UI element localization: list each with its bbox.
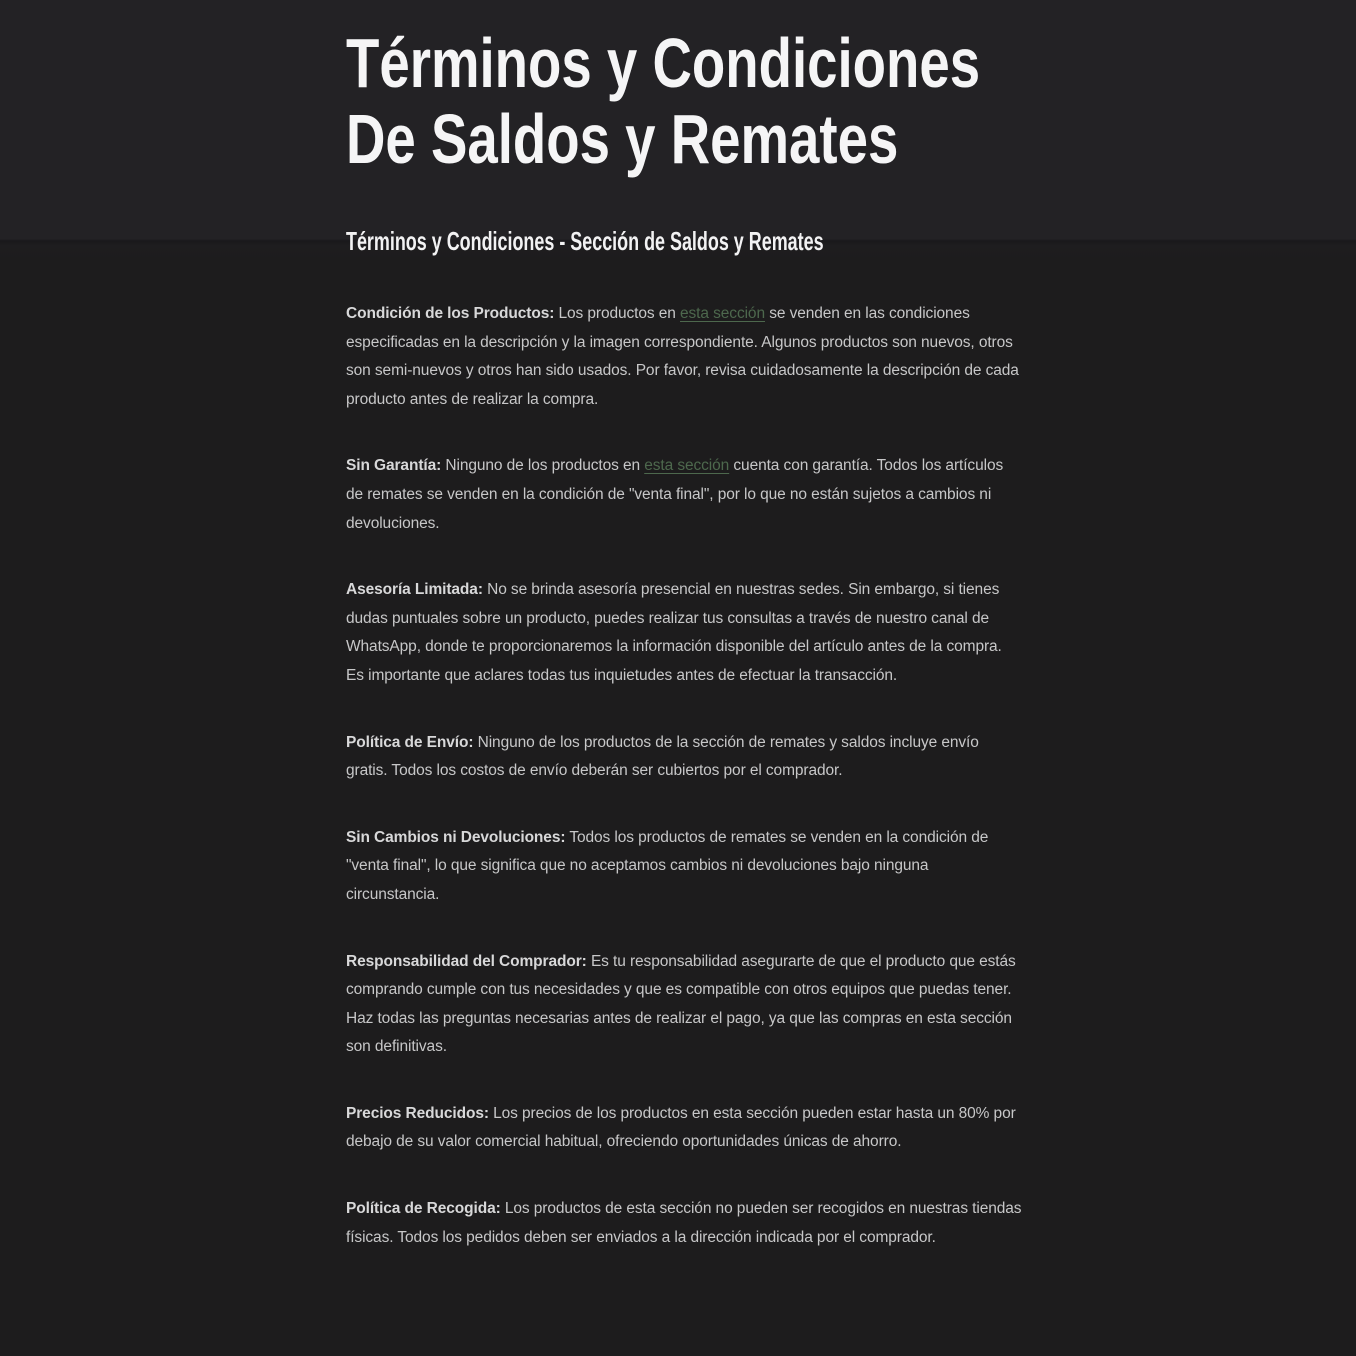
paragraph-text: Ninguno de los productos en — [441, 457, 645, 475]
paragraph-text: Los productos de esta sección no pueden ser recogidos en nuestras tiendas físicas. Todos los pedidos deben ser enviados a la dirección indicada por el comprador. — [346, 1200, 1022, 1246]
paragraph-text: se venden en las condiciones especificadas en la descripción y la imagen correspondiente. Algunos productos son nuevos, otros son semi-nuevos y otros han sido usados. Por favor, revisa cuidadosamente la descripción de cada producto antes de realizar la compra. — [346, 305, 1019, 408]
section-link[interactable]: esta sección — [644, 457, 730, 475]
terms-body — [346, 300, 1022, 1252]
terms-paragraph — [346, 300, 1022, 414]
paragraph-label: Sin Garantía: — [346, 457, 442, 475]
paragraph-text: cuenta con garantía. Todos los artículos de remates se venden en la condición de "venta final", por lo que no están sujetos a cambios ni devoluciones. — [346, 457, 1004, 532]
terms-paragraph — [346, 824, 1022, 910]
paragraph-text: Es tu responsabilidad asegurarte de que el producto que estás comprando cumple con tus necesidades y que es compatible con otros equipos que puedas tener. Haz todas las preguntas necesarias antes de realizar el pago, ya que las compras en esta sección son definitivas. — [346, 952, 1016, 1056]
paragraph-label: Política de Recogida: — [346, 1200, 501, 1218]
paragraph-label: Condición de los Productos: — [346, 305, 555, 322]
terms-paragraph — [346, 576, 1022, 690]
paragraph-text: Los precios de los productos en esta sección pueden estar hasta un 80% por debajo de su valor comercial habitual, ofreciendo oportunidades únicas de ahorro. — [346, 1104, 1016, 1151]
terms-paragraph — [346, 948, 1022, 1062]
page-content-column — [346, 0, 1022, 1252]
paragraph-text: Ninguno de los productos de la sección de remates y saldos incluye envío gratis. Todos los costos de envío deberán ser cubiertos por el comprador. — [346, 733, 979, 780]
title-line-2: De Saldos y Remates — [346, 100, 899, 178]
terms-paragraph — [346, 1195, 1022, 1252]
page-subtitle: Términos y Condiciones - Sección de Saldos y Remates — [346, 226, 824, 256]
paragraph-text: Todos los productos de remates se venden en la condición de "venta final", lo que significa que no aceptamos cambios ni devoluciones bajo ninguna circunstancia. — [346, 828, 989, 903]
paragraph-label: Responsabilidad del Comprador: — [346, 952, 587, 970]
terms-paragraph — [346, 452, 1022, 538]
paragraph-text: No se brinda asesoría presencial en nuestras sedes. Sin embargo, si tienes dudas puntuales sobre un producto, puedes realizar tus consultas a través de nuestro canal de WhatsApp, donde te proporcionaremos la información disponible del artículo antes de la compra. Es importante que aclares todas tus inquietudes antes de efectuar la transacción. — [346, 581, 1002, 684]
terms-paragraph — [346, 729, 1022, 786]
terms-paragraph — [346, 1100, 1022, 1157]
paragraph-label: Precios Reducidos: — [346, 1104, 489, 1122]
paragraph-label: Sin Cambios ni Devoluciones: — [346, 828, 566, 846]
section-link[interactable]: esta sección — [680, 305, 765, 322]
paragraph-label: Asesoría Limitada: — [346, 581, 483, 599]
paragraph-label: Política de Envío: — [346, 733, 474, 751]
title-line-1: Términos y Condiciones — [346, 24, 981, 102]
paragraph-text: Los productos en — [554, 305, 681, 322]
page-title — [346, 0, 981, 178]
